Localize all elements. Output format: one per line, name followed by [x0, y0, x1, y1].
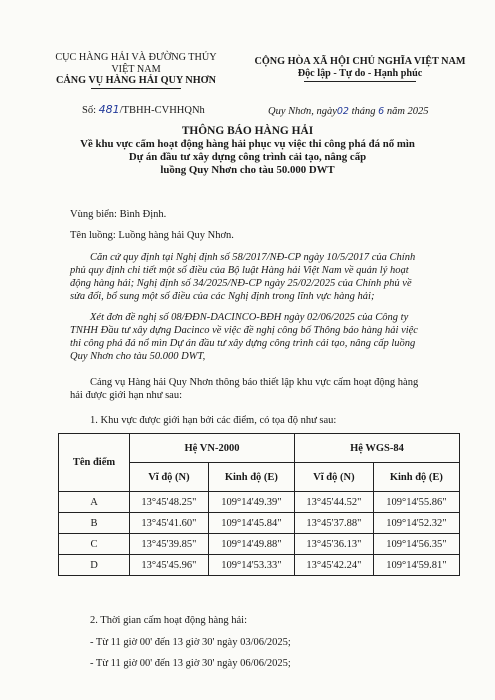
col-point-header: Tên điểm — [59, 434, 130, 492]
table-row — [59, 534, 460, 555]
table-row — [59, 513, 460, 534]
legal-basis-2-line4: Quy Nhơn cho tàu 50.000 DWT, — [70, 351, 206, 362]
announcement-line1: Cảng vụ Hàng hải Quy Nhơn thông báo thiết lập khu vực cấm hoạt động hàng — [90, 377, 419, 388]
legal-basis-2-line1: Xét đơn đề nghị số 08/ĐĐN-DACINCO-BĐH ngày 02/06/2025 của Công ty — [90, 312, 409, 323]
agency-name-line2: VIỆT NAM — [111, 63, 161, 75]
notice-title-main: THÔNG BÁO HÀNG HẢI — [181, 125, 314, 137]
vn-lat-cell: 13°45'48.25" — [130, 492, 209, 513]
point-name: D — [59, 555, 130, 576]
legal-basis-2-line2: TNHH Đầu tư xây dựng Dacinco về việc đề nghị công bố Thông báo hàng hải việc — [70, 325, 418, 336]
notice-title-line1: Về khu vực cấm hoạt động hàng hải phục vụ việc thi công phá đá nổ mìn — [80, 138, 415, 150]
doc-no-prefix: Số: — [82, 105, 97, 116]
vn-lat-cell: 13°45'39.85" — [130, 534, 209, 555]
channel-name: Tên luồng: Luồng hàng hải Quy Nhơn. — [70, 230, 234, 241]
item-2-heading: 2. Thời gian cấm hoạt động hàng hải: — [90, 615, 247, 626]
header-right-underline — [304, 81, 416, 82]
vn-lon-cell: 109°14'49.39" — [208, 492, 294, 513]
vn-lon-cell: 109°14'53.33" — [208, 555, 294, 576]
wgs-lon-header: Kinh độ (E) — [373, 463, 459, 492]
agency-header — [36, 52, 236, 89]
item-1-heading: 1. Khu vực được giới hạn bởi các điểm, có tọa độ như sau: — [90, 415, 337, 426]
time-window-1: - Từ 11 giờ 00' đến 13 giờ 30' ngày 03/06/2025; — [90, 637, 291, 648]
legal-basis-1-line2: phủ quy định chi tiết một số điều của Bộ luật Hàng hải Việt Nam về quản lý hoạt — [70, 265, 409, 276]
doc-no-suffix: /TBHH-CVHHQNh — [119, 105, 205, 116]
wgs84-header: Hệ WGS-84 — [294, 434, 459, 463]
sea-area: Vùng biển: Bình Định. — [70, 209, 167, 220]
time-window-2: - Từ 11 giờ 00' đến 13 giờ 30' ngày 06/06/2025; — [90, 658, 291, 669]
document-number — [82, 103, 205, 116]
vn-lat-header: Vĩ độ (N) — [130, 463, 209, 492]
point-name: B — [59, 513, 130, 534]
doc-no-handwritten: 481 — [98, 103, 120, 116]
date-month: 6 — [378, 106, 385, 117]
point-name: A — [59, 492, 130, 513]
vn-lon-cell: 109°14'49.88" — [208, 534, 294, 555]
legal-basis-1-line4: sửa đổi, bổ sung một số điều của các Nghị định trong lĩnh vực hàng hải; — [70, 291, 375, 302]
wgs-lat-header: Vĩ độ (N) — [294, 463, 373, 492]
announcement — [70, 376, 458, 402]
wgs-lon-cell: 109°14'55.86" — [373, 492, 459, 513]
notice-title — [40, 125, 455, 177]
date-year: năm 2025 — [386, 106, 429, 117]
port-authority-name: CẢNG VỤ HÀNG HẢI QUY NHƠN — [56, 75, 216, 86]
header-left-underline — [91, 88, 181, 89]
national-motto: Độc lập - Tự do - Hạnh phúc — [297, 68, 423, 79]
agency-name-line1: CỤC HÀNG HẢI VÀ ĐƯỜNG THỦY — [55, 52, 217, 63]
legal-basis-1-line3: động hàng hải; Nghị định số 34/2025/NĐ-CP ngày 25/02/2025 của Chính phủ về — [70, 278, 412, 289]
legal-basis-2-line3: thi công phá đá nổ mìn Dự án đầu tư xây dựng công trình cải tạo, nâng cấp luồng — [70, 338, 416, 349]
legal-basis-1-line1: Căn cứ quy định tại Nghị định số 58/2017/NĐ-CP ngày 10/5/2017 của Chính — [90, 252, 416, 263]
announcement-line2: hải được giới hạn như sau: — [70, 390, 183, 401]
legal-basis-2 — [70, 311, 458, 363]
place-and-date — [268, 106, 429, 117]
wgs-lon-cell: 109°14'52.32" — [373, 513, 459, 534]
table-header-row-1 — [59, 434, 460, 463]
wgs-lat-cell: 13°45'42.24" — [294, 555, 373, 576]
month-word: tháng — [351, 106, 376, 117]
vn-lon-header: Kinh độ (E) — [208, 463, 294, 492]
vn2000-header: Hệ VN-2000 — [130, 434, 295, 463]
place-date-prefix: Quy Nhơn, ngày — [268, 106, 337, 117]
vn-lat-cell: 13°45'41.60" — [130, 513, 209, 534]
table-row — [59, 555, 460, 576]
legal-basis-1 — [70, 251, 458, 303]
wgs-lat-cell: 13°45'44.52" — [294, 492, 373, 513]
notice-title-line3: luồng Quy Nhơn cho tàu 50.000 DWT — [160, 164, 335, 176]
notice-title-line2: Dự án đầu tư xây dựng công trình cải tạo, nâng cấp — [128, 151, 367, 163]
republic-name: CỘNG HÒA XÃ HỘI CHỦ NGHĨA VIỆT NAM — [254, 56, 466, 67]
table-row — [59, 492, 460, 513]
vn-lon-cell: 109°14'45.84" — [208, 513, 294, 534]
wgs-lat-cell: 13°45'36.13" — [294, 534, 373, 555]
national-header — [246, 56, 474, 82]
point-name: C — [59, 534, 130, 555]
wgs-lat-cell: 13°45'37.88" — [294, 513, 373, 534]
vn-lat-cell: 13°45'45.96" — [130, 555, 209, 576]
wgs-lon-cell: 109°14'56.35" — [373, 534, 459, 555]
wgs-lon-cell: 109°14'59.81" — [373, 555, 459, 576]
coordinates-table — [58, 433, 460, 576]
date-day: 02 — [336, 106, 349, 117]
